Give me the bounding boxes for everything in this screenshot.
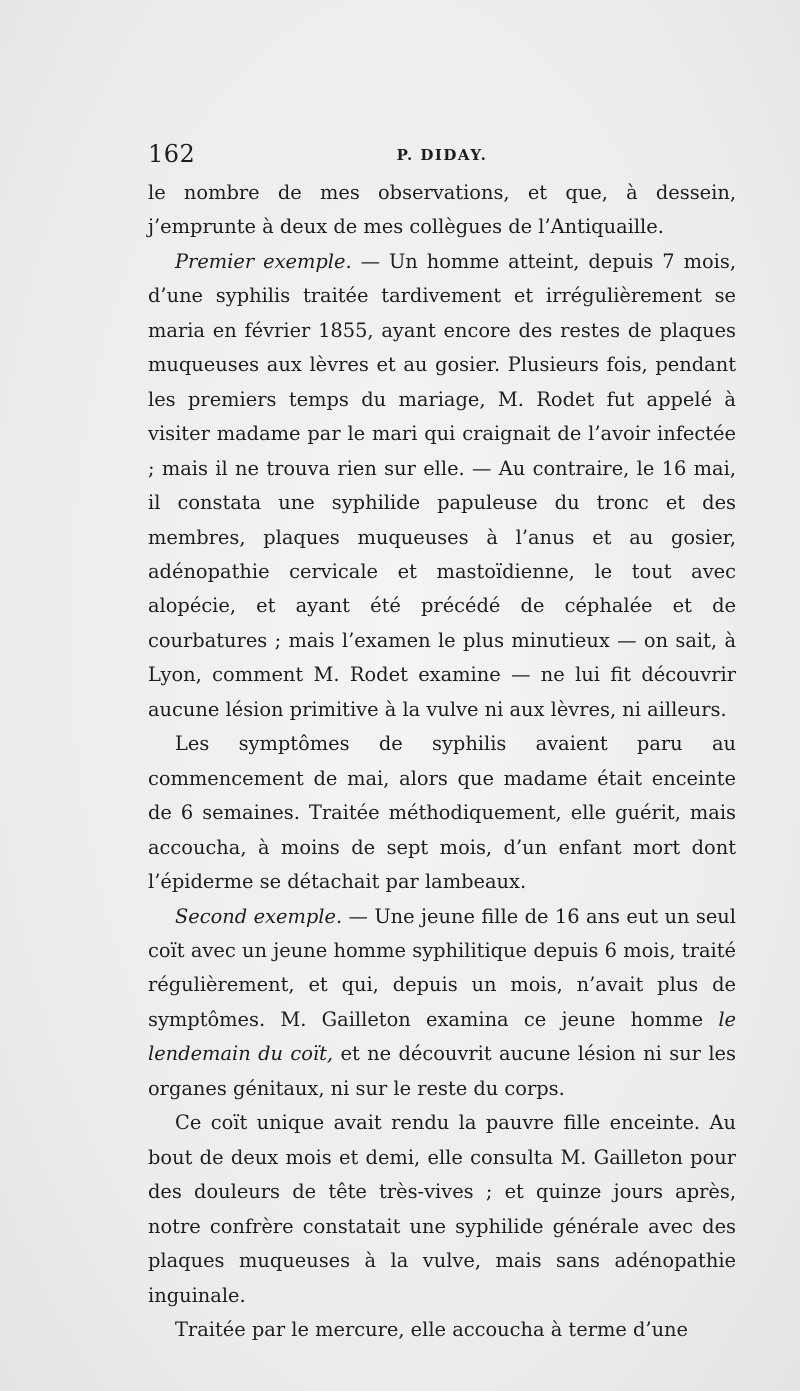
paragraph-1: [148, 176, 736, 245]
paragraph-second-exemple: [148, 900, 736, 1107]
text-run: le nombre de mes observations, et que, à dessein, j’emprunte à deux de mes collègues de l’Antiquaille.: [148, 181, 736, 239]
paragraph-premier-exemple: [148, 245, 736, 727]
italic-phrase: le lendemain du coït,: [148, 1007, 736, 1066]
text-run: — Un homme atteint, depuis 7 mois, d’une syphilis traitée tardivement et irrégulièrement se maria en février 1855, ayant encore des restes de plaques muqueuses aux lèvres et au gosier. Plusieurs fois, pendant les premiers temps du mariage, M. Rodet fut appelé à visiter madame par le mari qui craignait de l’avoir infectée ; mais il ne trouva rien sur elle. — Au contraire, le 16 mai, il constata une syphilide papuleuse du tronc et des membres, plaques muqueuses à l’anus et au gosier, adénopathie cervicale et mastoïdienne, le tout avec alopécie, et ayant été précédé de céphalée et de courbatures ; mais l’examen le plus minutieux — on sait, à Lyon, comment M. Rodet examine — ne lui fit découvrir aucune lésion primitive à la vulve ni aux lèvres, ni ailleurs.: [148, 249, 736, 721]
body-text: [148, 176, 736, 1347]
page-number: 162: [148, 140, 196, 168]
running-head: P. DIDAY.: [396, 146, 488, 164]
text-run: et ne découvrit aucune lésion ni sur les organes génitaux, ni sur le reste du corps.: [148, 1042, 736, 1100]
paragraph-6: [148, 1313, 736, 1347]
example-heading: Second exemple.: [175, 904, 343, 928]
text-run: Ce coït unique avait rendu la pauvre fille enceinte. Au bout de deux mois et demi, elle consulta M. Gailleton pour des douleurs de tête très-vives ; et quinze jours après, notre confrère constatait une syphilide générale avec des plaques muqueuses à la vulve, mais sans adénopathie inguinale.: [148, 1111, 736, 1307]
page-header: [148, 138, 736, 170]
text-run: Traitée par le mercure, elle accoucha à terme d’une: [175, 1317, 689, 1341]
paragraph-3: [148, 727, 736, 899]
paragraph-5: [148, 1106, 736, 1313]
text-run: — Une jeune fille de 16 ans eut un seul coït avec un jeune homme syphilitique depuis 6 mois, traité régulièrement, et qui, depuis un mois, n’avait plus de symptômes. M. Gailleton examina ce jeune homme: [148, 904, 736, 1031]
text-run: Les symptômes de syphilis avaient paru au commencement de mai, alors que madame était enceinte de 6 semaines. Traitée méthodiquement, elle guérit, mais accoucha, à moins de sept mois, d’un enfant mort dont l’épiderme se détachait par lambeaux.: [148, 732, 736, 894]
example-heading: Premier exemple.: [175, 249, 352, 273]
